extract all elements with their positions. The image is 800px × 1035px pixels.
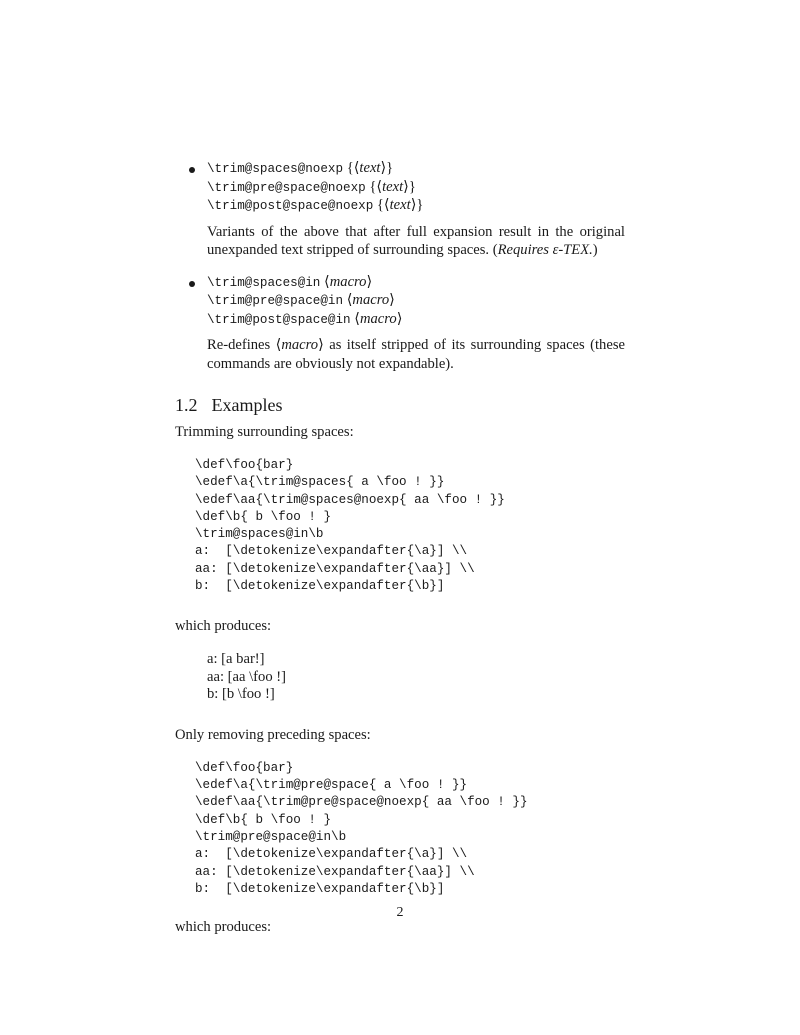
command-line: \trim@post@space@in ⟨macro⟩ bbox=[207, 310, 403, 327]
command-line: \trim@pre@space@in ⟨macro⟩ bbox=[207, 292, 395, 308]
paragraph-produces: which produces: bbox=[175, 618, 272, 635]
bullet-item-in bbox=[207, 274, 625, 374]
command-name: \trim@post@space@noexp bbox=[207, 199, 374, 213]
paragraph-intro-surrounding: Trimming surrounding spaces: bbox=[175, 424, 354, 440]
section-heading bbox=[175, 395, 625, 416]
section-number: 1.2 bbox=[175, 395, 198, 415]
section-title: Examples bbox=[211, 395, 283, 415]
output-block bbox=[207, 651, 625, 704]
code-block-trim-spaces: \def\foo{bar} \edef\a{\trim@spaces{ a \foo ! }} \edef\aa{\trim@spaces@noexp{ aa \foo ! }} \def\b{ b \foo ! } \trim@spaces@in\b a: [\detokenize\expandafter{\a}] \\ aa: [\detokenize\expandafter{\aa}] \\ b: [\detokenize\expandafter{\b}] bbox=[195, 458, 505, 594]
bullet-icon bbox=[189, 167, 195, 173]
paragraph-produces: which produces: bbox=[175, 919, 272, 936]
command-name: \trim@post@space@in bbox=[207, 312, 351, 327]
command-description: Variants of the above that after full expansion result in the original unexpanded text stripped of surrounding spaces. (Requires ε-TEX.) bbox=[207, 223, 625, 258]
output-line: aa: [aa \foo !] bbox=[207, 668, 286, 685]
output-line: a: [a bar!] bbox=[207, 651, 265, 668]
command-name: \trim@pre@space@noexp bbox=[207, 180, 366, 195]
bullet-icon bbox=[189, 281, 195, 287]
page-number: 2 bbox=[396, 905, 404, 920]
code-block-trim-pre-space: \def\foo{bar} \edef\a{\trim@pre@space{ a \foo ! }} \edef\aa{\trim@pre@space@noexp{ aa \foo ! }} \def\b{ b \foo ! } \trim@pre@space@in\b a: [\detokenize\expandafter{\a}] \\ aa: [\detokenize\expandafter{\aa}] \\ b: [\detokenize\expandafter{\b}] bbox=[195, 760, 528, 896]
document-page bbox=[175, 160, 625, 936]
bullet-item-noexp bbox=[207, 160, 625, 260]
output-line: b: [b \foo !] bbox=[207, 686, 275, 703]
paragraph-intro-preceding: Only removing preceding spaces: bbox=[175, 726, 371, 743]
command-name: \trim@spaces@noexp bbox=[207, 162, 344, 176]
command-line: \trim@spaces@noexp {⟨text⟩} bbox=[207, 160, 394, 176]
command-name: \trim@pre@space@in bbox=[207, 294, 344, 308]
command-description: Re-defines ⟨macro⟩ as itself stripped of its surrounding spaces (these commands are obviously not expandable). bbox=[207, 337, 625, 372]
command-name: \trim@spaces@in bbox=[207, 275, 321, 290]
command-line: \trim@pre@space@noexp {⟨text⟩} bbox=[207, 178, 416, 195]
command-line: \trim@spaces@in ⟨macro⟩ bbox=[207, 273, 373, 290]
command-line: \trim@post@space@noexp {⟨text⟩} bbox=[207, 197, 424, 213]
